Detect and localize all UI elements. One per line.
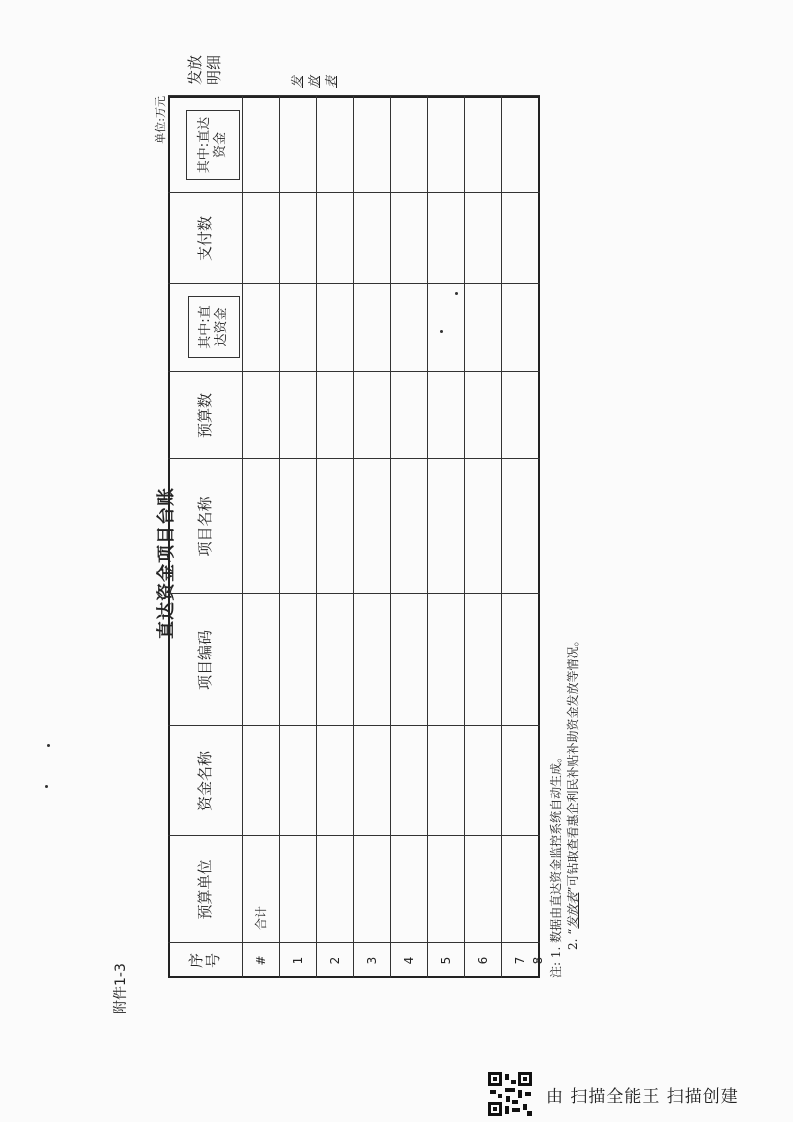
scanner-footer: [488, 1068, 739, 1120]
row-seq: #: [253, 955, 268, 966]
scan-speck: [45, 785, 48, 788]
attachment-label: 附件1-3: [113, 963, 129, 1014]
page-title: 直达资金项目台账: [156, 487, 177, 639]
row-divider: [501, 96, 502, 978]
qr-code-icon: [488, 1072, 532, 1116]
header-project-name: 项目名称: [196, 496, 214, 557]
row-seq: 7: [512, 956, 527, 965]
header-payment: 支付数: [196, 216, 214, 262]
header-project-code: 项目编码: [196, 630, 214, 691]
header-budget-direct: 其中:直达资金: [188, 296, 240, 358]
disbursement-column: [168, 76, 567, 128]
total-label: 合计: [254, 905, 268, 930]
disbursement-table-link[interactable]: 发放表: [290, 75, 338, 88]
header-budget-amount: 预算数: [196, 393, 214, 439]
row-divider: [279, 96, 280, 978]
footer-text: 由 扫描全能王 扫描创建: [546, 1086, 739, 1107]
notes: [548, 634, 582, 978]
header-budget-unit: 预算单位: [196, 859, 214, 920]
ledger-table: 序号 预算单位 资金名称 项目编码 项目名称 预算数 其中:直达资金 支付数 其中:直达资金 # 1 2 3 4 5 6 7 8 合计: [168, 96, 540, 978]
row-divider: [427, 96, 428, 978]
note-1: 注: 1. 数据由直达资金监控系统自动生成。: [549, 750, 563, 978]
scan-speck: [47, 744, 50, 747]
row-seq: 2: [327, 956, 342, 965]
note-2-suffix: ”可钻取查看惠企利民补贴补助资金发放等情况。: [566, 634, 580, 893]
row-divider: [316, 96, 317, 978]
row-divider: [390, 96, 391, 978]
row-divider: [242, 96, 243, 978]
row-divider: [464, 96, 465, 978]
header-seq: 序号: [186, 953, 222, 969]
note-2: [565, 634, 582, 978]
row-seq: 6: [475, 956, 490, 965]
disbursement-sheet-link[interactable]: 发放表: [566, 892, 580, 929]
unit-label: 单位:万元: [154, 96, 167, 144]
header-payment-direct: 其中:直达资金: [186, 110, 240, 180]
note-2-prefix: 2. “: [566, 928, 580, 950]
row-seq: 1: [290, 956, 305, 965]
row-seq: 4: [401, 956, 416, 965]
row-divider: [353, 96, 354, 978]
header-disbursement-detail-text: 发放明细: [186, 55, 223, 86]
header-fund-name: 资金名称: [196, 751, 214, 812]
rotated-document: [100, 96, 580, 1018]
row-seq: 5: [438, 956, 453, 965]
row-seq: 3: [364, 956, 379, 965]
